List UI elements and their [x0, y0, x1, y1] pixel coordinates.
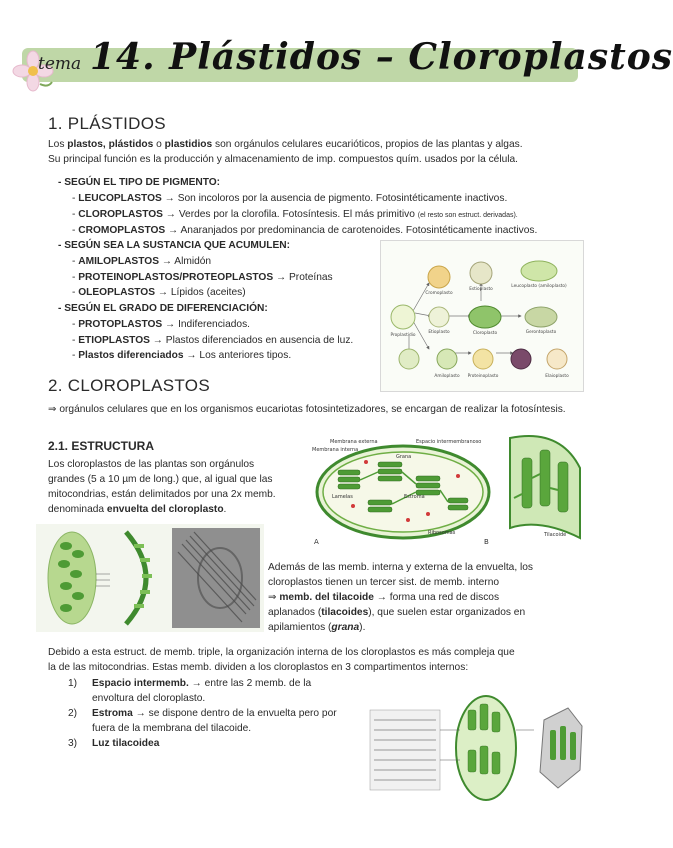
- chloroplast-structure-diagram: [308, 436, 498, 548]
- chloroplast-detail-diagram: [368, 690, 588, 806]
- substance-list: [72, 254, 333, 301]
- cloroplastos-intro: ⇒ orgánulos celulares que en los organismos eucariotas fotosintetizadores, se encargan de realizar la fotosíntesis.: [48, 404, 566, 415]
- diagram-label: Cloroplasto: [472, 331, 498, 336]
- pigment-heading: - SEGÚN EL TIPO DE PIGMENTO:: [58, 177, 221, 188]
- grana-3d-diagram: [500, 428, 588, 546]
- compartments-intro: Debido a esta estruct. de memb. triple, la organización interna de los cloroplastos es más compleja que la de las mitocondrias. Estas memb. dividen a los cloroplastos en 3 compartimentos internos:: [48, 647, 515, 673]
- list-item: - CLOROPLASTOS → Verdes por la clorofila. Fotosíntesis. El más primitivo (el resto son estruct. derivadas).: [72, 208, 518, 220]
- diagram-label: Lamelas: [332, 494, 353, 500]
- diagram-label: Ribosomas: [428, 530, 456, 536]
- list-item: 2) Estroma → se dispone dentro de la envuelta pero por: [68, 708, 337, 719]
- figure-label-a: A: [314, 538, 319, 546]
- diagram-label: Elaioplasto: [545, 374, 569, 379]
- section-heading-cloroplastos: 2. CLOROPLASTOS: [48, 376, 210, 395]
- diagram-label: Proplastidio: [390, 333, 416, 338]
- tilacoide-paragraph: Además de las memb. interna y externa de la envuelta, los cloroplastos tienen un tercer sist. de memb. interno ⇒ memb. del tilacoide → forma una red de discos aplanados (tilacoides), que suelen estar organizados en apilamientos (grana).: [268, 562, 534, 633]
- diagram-label: Cromoplasto: [425, 291, 453, 296]
- diagram-label: Estroma: [404, 494, 425, 500]
- list-item-continuation: envoltura del cloroplasto.: [92, 693, 206, 704]
- list-item: 3) Luz tilacoidea: [68, 738, 160, 749]
- estructura-paragraph: Los cloroplastos de las plantas son orgánulos grandes (5 a 10 µm de long.) que, al igual que las mitocondrias, están delimitados por una 2x memb. denominada envuelta del cloroplasto.: [48, 459, 276, 515]
- list-item: - AMILOPLASTOS → Almidón: [72, 256, 212, 267]
- list-item: - PROTOPLASTOS → Indiferenciados.: [72, 319, 250, 330]
- diagram-label: Etioplasto: [428, 330, 450, 335]
- chloroplast-micrographs: [36, 524, 264, 632]
- diagram-label: Grana: [396, 454, 412, 460]
- plastid-types-diagram: [380, 240, 584, 392]
- diagram-label: Membrana interna: [312, 447, 359, 453]
- list-item: - OLEOPLASTOS → Lípidos (aceites): [72, 287, 246, 298]
- compartments-list: [68, 676, 337, 751]
- list-item: - PROTEINOPLASTOS/PROTEOPLASTOS → Proteínas: [72, 271, 333, 283]
- list-item: - LEUCOPLASTOS → Son incoloros por la ausencia de pigmento. Fotosintéticamente inactivos.: [72, 193, 508, 204]
- pigment-list: [72, 191, 537, 239]
- figure-label-b: B: [484, 538, 489, 546]
- list-item: - Plastos diferenciados → Los anteriores tipos.: [72, 350, 292, 361]
- diagram-label: Amiloplasto: [434, 374, 460, 379]
- page-title: 14. Plástidos – Cloroplastos: [90, 36, 673, 78]
- plastidos-intro: Los plastos, plástidos o plastidios son orgánulos celulares eucarióticos, propios de las plantas y algas. Su principal función es la producción y almacenamiento de imp. compuestos quím. usados por la célula.: [48, 139, 523, 165]
- substance-heading: - SEGÚN SEA LA SUSTANCIA QUE ACUMULEN:: [58, 240, 291, 251]
- diagram-label: Membrana externa: [330, 439, 378, 445]
- differentiation-list: [72, 317, 353, 364]
- list-item: - CROMOPLASTOS → Anaranjados por predominancia de carotenoides. Fotosintéticamente inactivos.: [72, 225, 538, 236]
- subsection-heading-estructura: 2.1. ESTRUCTURA: [48, 439, 155, 453]
- list-item-continuation: fuera de la membrana del tilacoide.: [92, 723, 252, 734]
- diagram-label: Gerontoplasto: [525, 330, 557, 335]
- diagram-label: Tilacoide: [544, 532, 567, 538]
- section-heading-plastidos: 1. PLÁSTIDOS: [48, 114, 166, 133]
- diagram-label: Proteinoplasto: [467, 374, 499, 379]
- differentiation-heading: - SEGÚN EL GRADO DE DIFERENCIACIÓN:: [58, 303, 268, 314]
- list-item: - ETIOPLASTOS → Plastos diferenciados en ausencia de luz.: [72, 334, 354, 346]
- diagram-label: Espacio intermembranoso: [416, 439, 482, 445]
- diagram-label: Estioplasto: [469, 287, 493, 292]
- list-item: 1) Espacio intermemb. → entre las 2 memb. de la: [68, 678, 312, 689]
- diagram-label: Leucoplasto (amiloplasto): [511, 284, 567, 289]
- tema-label: tema: [38, 54, 82, 74]
